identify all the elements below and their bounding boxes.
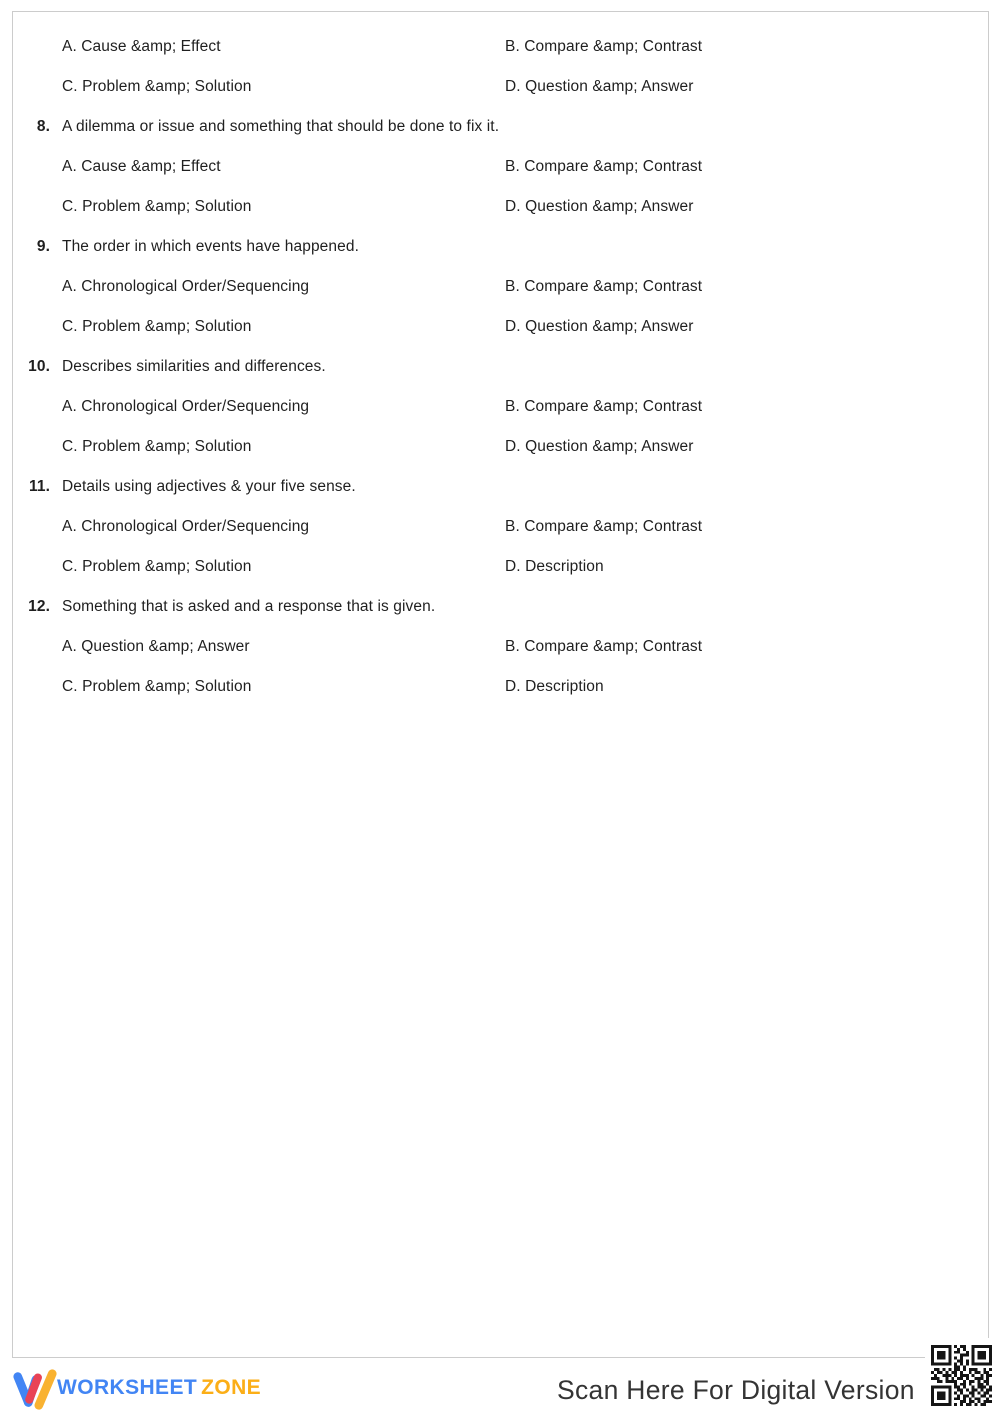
- question-number: 9.: [36, 238, 50, 255]
- options-row: [62, 436, 968, 458]
- scan-here-text: Scan Here For Digital Version: [557, 1375, 915, 1405]
- question-row: [29, 476, 968, 498]
- options-row: [62, 556, 968, 578]
- option-label: B. Compare &amp; Contrast: [505, 278, 703, 295]
- brand-word-zone: ZONE: [201, 1376, 262, 1399]
- option-label: C. Problem &amp; Solution: [62, 198, 252, 215]
- question-text: The order in which events have happened.: [62, 238, 359, 255]
- question-row: [36, 236, 968, 258]
- option-label: A. Cause &amp; Effect: [62, 38, 221, 55]
- question-text: Describes similarities and differences.: [62, 358, 326, 375]
- options-row: [62, 676, 968, 698]
- option-label: B. Compare &amp; Contrast: [505, 398, 703, 415]
- question-text: Something that is asked and a response that is given.: [62, 598, 436, 615]
- option-label: C. Problem &amp; Solution: [62, 438, 252, 455]
- options-row: [62, 276, 968, 298]
- option-label: C. Problem &amp; Solution: [62, 678, 252, 695]
- options-row: [62, 516, 968, 538]
- option-label: A. Question &amp; Answer: [62, 638, 250, 655]
- worksheetzone-logo-icon: [12, 1369, 58, 1411]
- question-number: 12.: [28, 598, 50, 615]
- option-label: A. Chronological Order/Sequencing: [62, 278, 310, 295]
- option-label: D. Description: [505, 558, 604, 575]
- option-label: B. Compare &amp; Contrast: [505, 158, 703, 175]
- option-label: A. Cause &amp; Effect: [62, 158, 221, 175]
- option-label: B. Compare &amp; Contrast: [505, 38, 703, 55]
- option-label: C. Problem &amp; Solution: [62, 78, 252, 95]
- qr-code: [925, 1338, 997, 1412]
- options-row: [62, 196, 968, 218]
- question-text: A dilemma or issue and something that should be done to fix it.: [62, 118, 500, 135]
- option-label: C. Problem &amp; Solution: [62, 558, 252, 575]
- question-number: 11.: [29, 478, 50, 495]
- option-label: D. Question &amp; Answer: [505, 438, 694, 455]
- options-row: [62, 316, 968, 338]
- option-label: A. Chronological Order/Sequencing: [62, 398, 310, 415]
- option-label: B. Compare &amp; Contrast: [505, 518, 703, 535]
- option-label: D. Question &amp; Answer: [505, 78, 694, 95]
- options-row: [62, 156, 968, 178]
- option-label: D. Description: [505, 678, 604, 695]
- page-border: [12, 11, 989, 1358]
- option-label: C. Problem &amp; Solution: [62, 318, 252, 335]
- brand-word-worksheet: WORKSHEET: [57, 1376, 198, 1399]
- option-label: A. Chronological Order/Sequencing: [62, 518, 310, 535]
- option-label: D. Question &amp; Answer: [505, 318, 694, 335]
- option-label: D. Question &amp; Answer: [505, 198, 694, 215]
- question-row: [28, 356, 968, 378]
- options-row: [62, 76, 968, 98]
- question-number: 10.: [28, 358, 50, 375]
- question-row: [36, 116, 968, 138]
- options-row: [62, 636, 968, 658]
- options-row: [62, 396, 968, 418]
- question-row: [28, 596, 968, 618]
- worksheetzone-wordmark: [57, 1377, 261, 1399]
- question-number: 8.: [36, 118, 50, 135]
- option-label: B. Compare &amp; Contrast: [505, 638, 703, 655]
- options-row: [62, 36, 968, 58]
- quiz-body: [13, 12, 988, 716]
- question-text: Details using adjectives & your five sense.: [62, 478, 356, 495]
